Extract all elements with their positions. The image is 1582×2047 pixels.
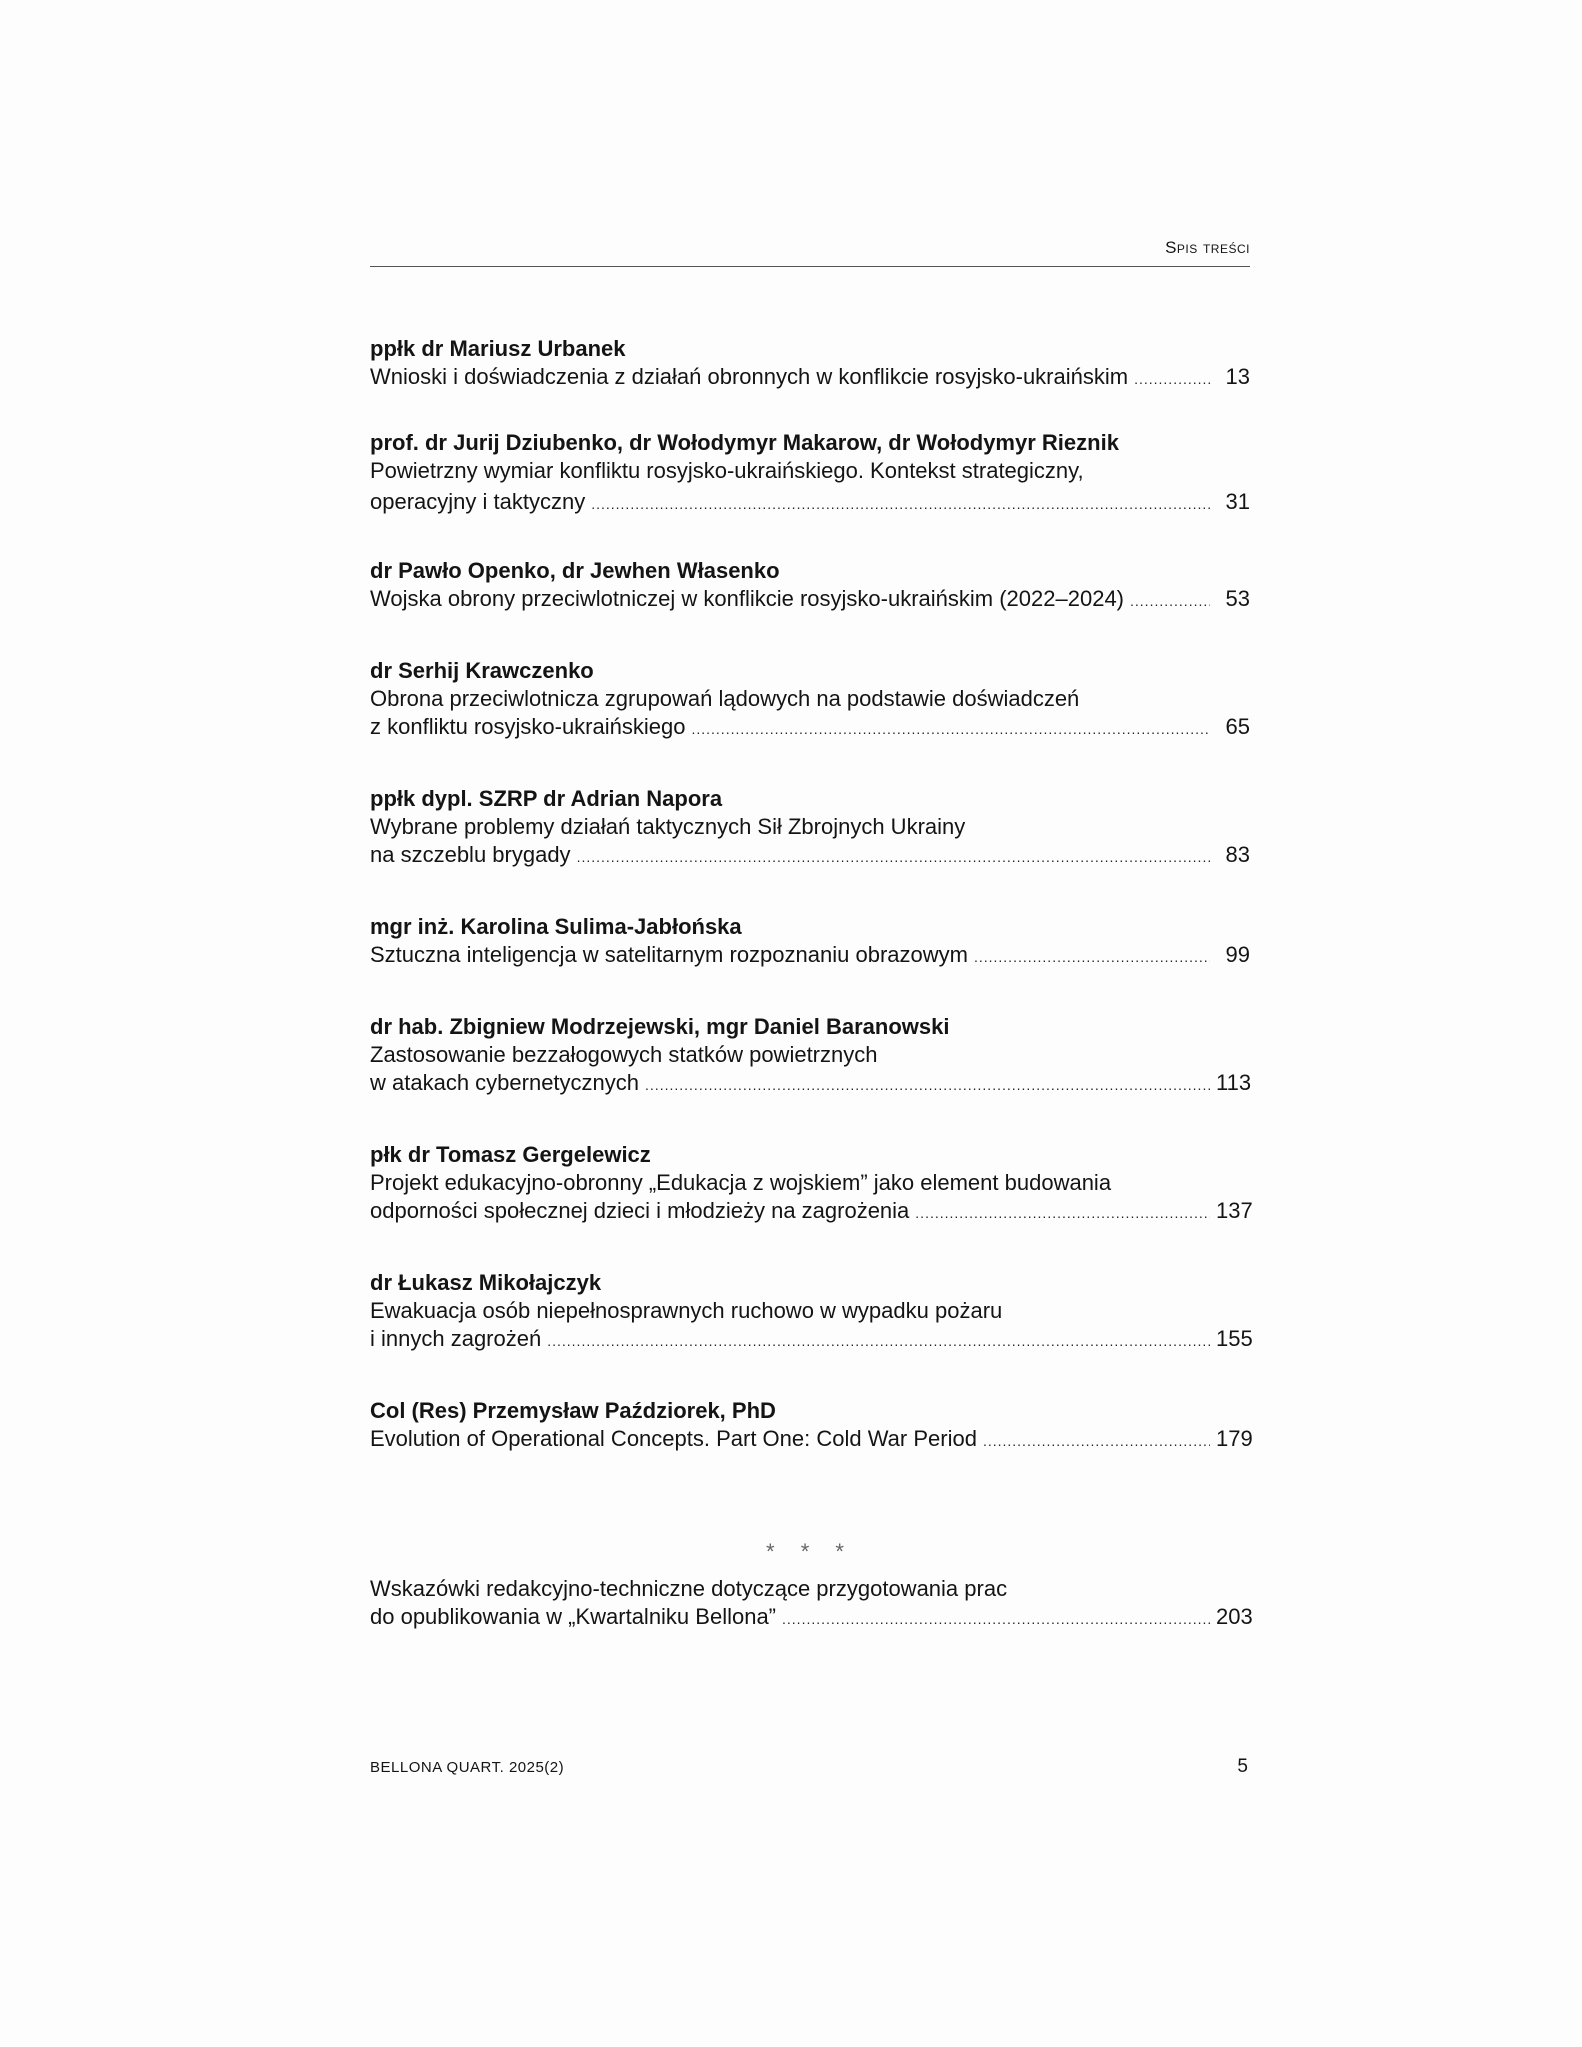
toc-page xyxy=(370,238,1253,1633)
toc-entry-title: na szczeblu brygady xyxy=(370,842,571,867)
toc-entry-title-line xyxy=(370,713,1250,743)
toc-entry-title: i innych zagrożeń xyxy=(370,1326,542,1351)
toc-entry-title: Wskazówki redakcyjno-techniczne dotyczące przygotowania prac xyxy=(370,1576,1008,1601)
toc-entry-title: Obrona przeciwlotnicza zgrupowań lądowych na podstawie doświadczeń xyxy=(370,686,1080,711)
dot-leader xyxy=(782,1605,1210,1633)
toc-entry-title: Zastosowanie bezzałogowych statków powietrznych xyxy=(370,1042,878,1067)
toc-entry-authors: dr Pawło Openko, dr Jewhen Własenko xyxy=(370,558,780,583)
toc-entry-title: w atakach cybernetycznych xyxy=(370,1070,640,1095)
dot-leader xyxy=(547,1327,1210,1355)
toc-entry-title-line xyxy=(370,485,1250,521)
toc-entry-title: odporności społecznej dzieci i młodzieży na zagrożenia xyxy=(370,1198,910,1223)
toc-entry-page: 137 xyxy=(1216,1198,1253,1223)
toc-entry-title-line xyxy=(370,1325,1253,1355)
toc-entry-title-line xyxy=(370,1069,1250,1099)
toc-entry-authors: Col (Res) Przemysław Paździorek, PhD xyxy=(370,1398,776,1423)
toc-entry-guidelines[interactable] xyxy=(370,1575,1253,1633)
toc-entry-authors: mgr inż. Karolina Sulima-Jabłońska xyxy=(370,914,742,939)
toc-entry-authors: dr Serhij Krawczenko xyxy=(370,658,594,683)
dot-leader xyxy=(974,943,1210,971)
running-head xyxy=(370,238,1250,267)
toc-entry[interactable] xyxy=(370,785,1250,871)
toc-entry-title-line xyxy=(370,363,1250,393)
dot-leader xyxy=(1134,365,1210,393)
toc-entry-title-line xyxy=(370,1603,1253,1633)
page-footer xyxy=(370,1756,1250,1778)
toc-entry-page: 83 xyxy=(1225,842,1250,867)
toc-entry-authors: ppłk dr Mariusz Urbanek xyxy=(370,336,626,361)
toc-entry[interactable] xyxy=(370,657,1250,743)
toc-entry-authors: płk dr Tomasz Gergelewicz xyxy=(370,1142,651,1167)
toc-entry[interactable] xyxy=(370,1397,1253,1455)
dot-leader xyxy=(577,843,1210,871)
toc-entry-page: 53 xyxy=(1225,586,1250,611)
toc-entry-title: z konfliktu rosyjsko-ukraińskiego xyxy=(370,714,686,739)
toc-entry-authors: dr hab. Zbigniew Modrzejewski, mgr Daniel Baranowski xyxy=(370,1014,950,1039)
dot-leader xyxy=(591,487,1210,521)
toc-entry-title: Evolution of Operational Concepts. Part One: Cold War Period xyxy=(370,1426,977,1451)
section-separator: * * * xyxy=(766,1539,854,1564)
toc-entry-title: Projekt edukacyjno-obronny „Edukacja z wojskiem” jako element budowania xyxy=(370,1170,1112,1195)
toc-entry-page: 113 xyxy=(1216,1070,1252,1095)
page-number: 5 xyxy=(1237,1756,1248,1777)
toc-entry-title: Sztuczna inteligencja w satelitarnym rozpoznaniu obrazowym xyxy=(370,942,968,967)
toc-entry-title: Powietrzny wymiar konfliktu rosyjsko-ukraińskiego. Kontekst strategiczny, xyxy=(370,458,1084,483)
toc-entry-title-line xyxy=(370,585,1250,615)
toc-entry-page: 13 xyxy=(1225,364,1250,389)
toc-entry-authors: ppłk dypl. SZRP dr Adrian Napora xyxy=(370,786,723,811)
toc-entry-title-line xyxy=(370,841,1250,871)
toc-entry[interactable] xyxy=(370,557,1250,615)
dot-leader xyxy=(691,715,1210,743)
dot-leader xyxy=(645,1071,1210,1099)
toc-entry-title-line xyxy=(370,1425,1253,1455)
toc-entry-authors: prof. dr Jurij Dziubenko, dr Wołodymyr Makarow, dr Wołodymyr Rieznik xyxy=(370,430,1119,455)
toc-entry-title-line xyxy=(370,1197,1253,1227)
toc-entry[interactable] xyxy=(370,1269,1253,1355)
toc-entry[interactable] xyxy=(370,1141,1253,1227)
toc-entry-title: Wojska obrony przeciwlotniczej w konflikcie rosyjsko-ukraińskim (2022–2024) xyxy=(370,586,1125,611)
toc-entry-page: 179 xyxy=(1216,1426,1253,1451)
toc-entry-page: 31 xyxy=(1225,489,1250,514)
toc-entry[interactable] xyxy=(370,1013,1250,1099)
toc-entry-title: Ewakuacja osób niepełnosprawnych ruchowo w wypadku pożaru xyxy=(370,1298,1003,1323)
toc-entry-title: operacyjny i taktyczny xyxy=(370,489,586,514)
toc-entry-title-line xyxy=(370,941,1250,971)
toc-entry-title: Wnioski i doświadczenia z działań obronnych w konflikcie rosyjsko-ukraińskim xyxy=(370,364,1129,389)
toc-entry-page: 65 xyxy=(1225,714,1250,739)
toc-entry[interactable] xyxy=(370,913,1250,971)
toc-entry-authors: dr Łukasz Mikołajczyk xyxy=(370,1270,602,1295)
dot-leader xyxy=(1130,587,1210,615)
journal-citation: BELLONA QUART. 2025(2) xyxy=(370,1759,565,1776)
dot-leader xyxy=(983,1427,1210,1455)
toc-entry-page: 99 xyxy=(1225,942,1250,967)
toc-entry[interactable] xyxy=(370,335,1250,393)
dot-leader xyxy=(915,1199,1210,1227)
toc-entry-title: do opublikowania w „Kwartalniku Bellona” xyxy=(370,1604,777,1629)
toc-entry-page: 155 xyxy=(1216,1326,1253,1351)
toc-entry[interactable] xyxy=(370,429,1250,521)
toc-entry-page: 203 xyxy=(1216,1604,1253,1629)
toc-entry-title: Wybrane problemy działań taktycznych Sił Zbrojnych Ukrainy xyxy=(370,814,966,839)
table-of-contents xyxy=(370,335,1253,1633)
running-head-text: Spis treści xyxy=(1165,238,1250,257)
